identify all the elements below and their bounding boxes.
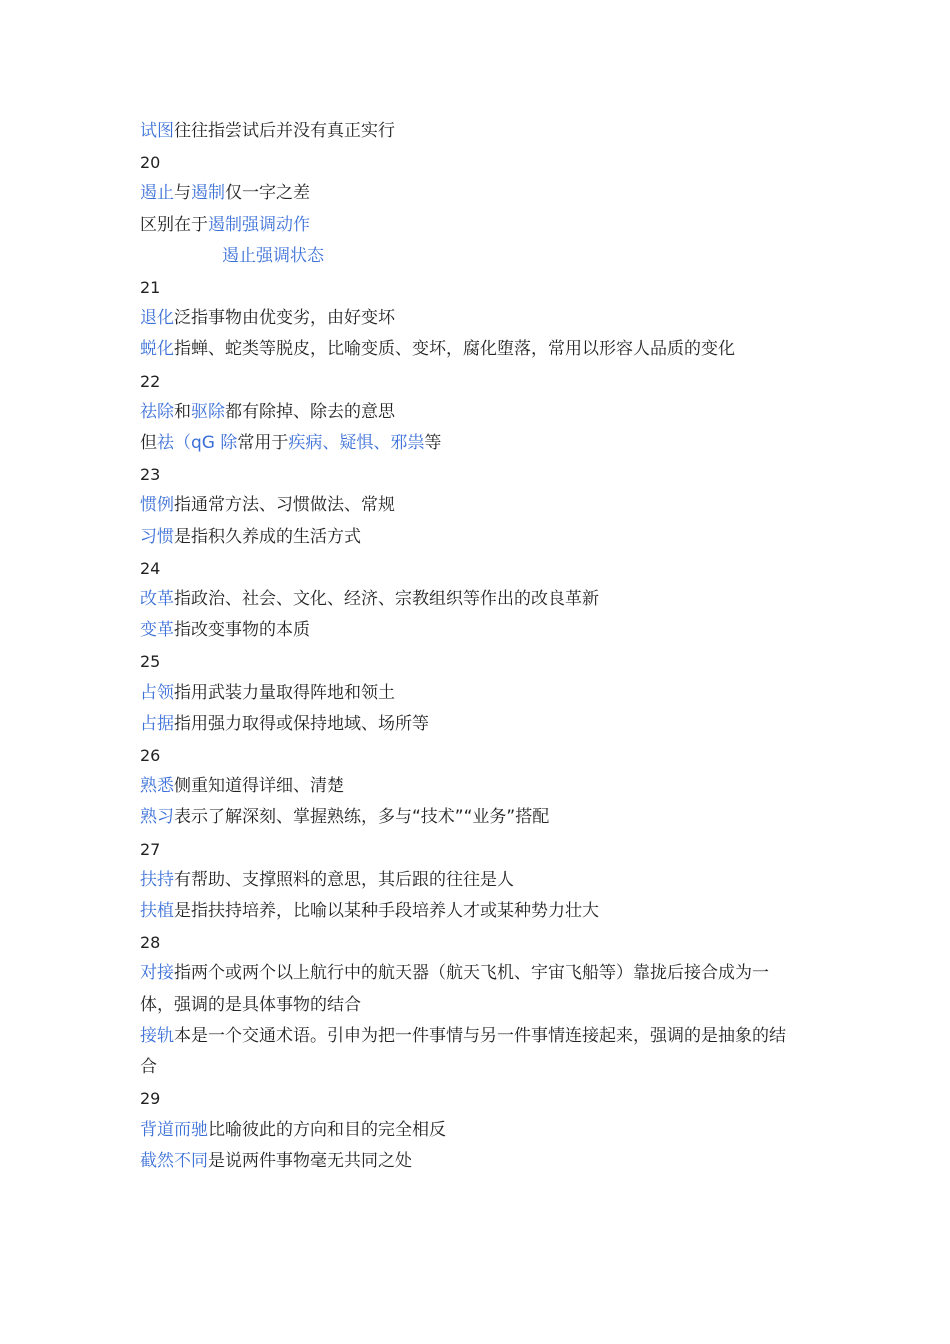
item-number <box>140 927 800 958</box>
text-line <box>140 210 800 241</box>
text-segment: 指用强力取得或保持地域、场所等 <box>174 713 429 734</box>
text-segment: 29 <box>140 1089 161 1109</box>
text-line <box>140 397 800 428</box>
text-line <box>140 241 800 272</box>
highlighted-term: 祛（qG 除 <box>157 433 238 454</box>
text-line <box>140 116 800 147</box>
text-segment: 常用于 <box>237 433 289 454</box>
text-segment: 表示了解深刻、掌握熟练，多与“技术”“业务”搭配 <box>174 807 550 828</box>
text-segment: 区别在于 <box>140 214 208 235</box>
highlighted-term: 祛除 <box>140 401 174 422</box>
text-segment: 25 <box>140 652 161 672</box>
text-segment: 26 <box>140 746 161 766</box>
highlighted-term: 驱除 <box>191 401 225 422</box>
text-segment: 指改变事物的本质 <box>174 620 310 641</box>
highlighted-term: 变革 <box>140 620 174 641</box>
highlighted-term: 熟悉 <box>140 776 174 797</box>
text-segment: 有帮助、支撑照料的意思，其后跟的往往是人 <box>174 869 514 890</box>
highlighted-term: 改革 <box>140 589 174 610</box>
item-number <box>140 834 800 865</box>
text-segment: 21 <box>140 278 161 298</box>
highlighted-term: 背道而驰 <box>140 1119 208 1140</box>
text-segment: 27 <box>140 839 161 859</box>
text-segment: 指政治、社会、文化、经济、宗教组织等作出的改良革新 <box>174 589 599 610</box>
highlighted-term: 习惯 <box>140 526 174 547</box>
highlighted-term: 占领 <box>140 682 174 703</box>
text-segment: 指蝉、蛇类等脱皮，比喻变质、变坏，腐化堕落，常用以形容人品质的变化 <box>174 339 735 360</box>
text-line <box>140 802 800 833</box>
highlighted-term: 熟习 <box>140 807 174 828</box>
text-segment: 23 <box>140 465 161 485</box>
text-segment: 24 <box>140 558 161 578</box>
highlighted-term: 扶植 <box>140 901 174 922</box>
text-segment: 仅一字之差 <box>225 183 310 204</box>
text-segment: 往往指尝试后并没有真正实行 <box>174 121 395 141</box>
highlighted-term: 疾病、疑惧、邪祟 <box>288 433 425 454</box>
text-segment: 指两个或两个以上航行中的航天器（航天飞机、宇宙飞船等）靠拢后接合成为一体，强调的是具体事物的结合 <box>140 963 769 1015</box>
text-line <box>140 1146 800 1177</box>
highlighted-term: 遏止强调状态 <box>222 245 324 266</box>
highlighted-term: 退化 <box>140 308 174 329</box>
item-number <box>140 272 800 303</box>
text-segment: 是指积久养成的生活方式 <box>174 526 361 547</box>
text-line <box>140 771 800 802</box>
item-number <box>140 147 800 178</box>
highlighted-term: 遏止 <box>140 183 174 204</box>
text-segment: 22 <box>140 371 161 391</box>
text-line <box>140 522 800 553</box>
text-line <box>140 1021 800 1083</box>
text-segment: 比喻彼此的方向和目的完全相反 <box>208 1119 446 1140</box>
text-segment: 指通常方法、习惯做法、常规 <box>174 495 395 516</box>
highlighted-term: 占据 <box>140 713 174 734</box>
text-segment: 与 <box>174 183 191 204</box>
highlighted-term: 截然不同 <box>140 1150 208 1171</box>
text-line <box>140 678 800 709</box>
text-line <box>140 490 800 521</box>
text-segment: 指用武装力量取得阵地和领土 <box>174 682 395 703</box>
highlighted-term: 试图 <box>140 121 174 141</box>
text-line <box>140 709 800 740</box>
text-line <box>140 865 800 896</box>
highlighted-term: 对接 <box>140 963 174 984</box>
text-line <box>140 428 800 459</box>
item-number <box>140 646 800 677</box>
text-segment: 本是一个交通术语。引申为把一件事情与另一件事情连接起来，强调的是抽象的结合 <box>140 1025 786 1078</box>
text-segment: 是指扶持培养，比喻以某种手段培养人才或某种势力壮大 <box>174 901 599 922</box>
text-segment: 28 <box>140 933 161 953</box>
text-segment: 20 <box>140 153 161 173</box>
text-line <box>140 615 800 646</box>
highlighted-term: 接轨 <box>140 1025 174 1046</box>
text-line <box>140 1115 800 1146</box>
document-page <box>140 116 800 1177</box>
text-segment: 和 <box>174 401 191 422</box>
text-segment: 但 <box>140 433 157 454</box>
highlighted-term: 遏制 <box>191 183 225 204</box>
item-number <box>140 740 800 771</box>
item-number <box>140 553 800 584</box>
text-line <box>140 896 800 927</box>
text-segment: 都有除掉、除去的意思 <box>225 401 395 422</box>
text-line <box>140 584 800 615</box>
text-segment: 是说两件事物毫无共同之处 <box>208 1150 412 1171</box>
highlighted-term: 遏制强调动作 <box>208 214 310 235</box>
text-segment: 泛指事物由优变劣，由好变坏 <box>174 308 395 329</box>
text-line <box>140 303 800 334</box>
text-line <box>140 958 800 1020</box>
item-number <box>140 366 800 397</box>
highlighted-term: 蜕化 <box>140 339 174 360</box>
text-segment: 等 <box>424 433 442 454</box>
item-number <box>140 459 800 490</box>
text-segment: 侧重知道得详细、清楚 <box>174 776 344 797</box>
text-line <box>140 178 800 209</box>
text-line <box>140 334 800 365</box>
highlighted-term: 惯例 <box>140 495 174 516</box>
highlighted-term: 扶持 <box>140 869 174 890</box>
item-number <box>140 1083 800 1114</box>
